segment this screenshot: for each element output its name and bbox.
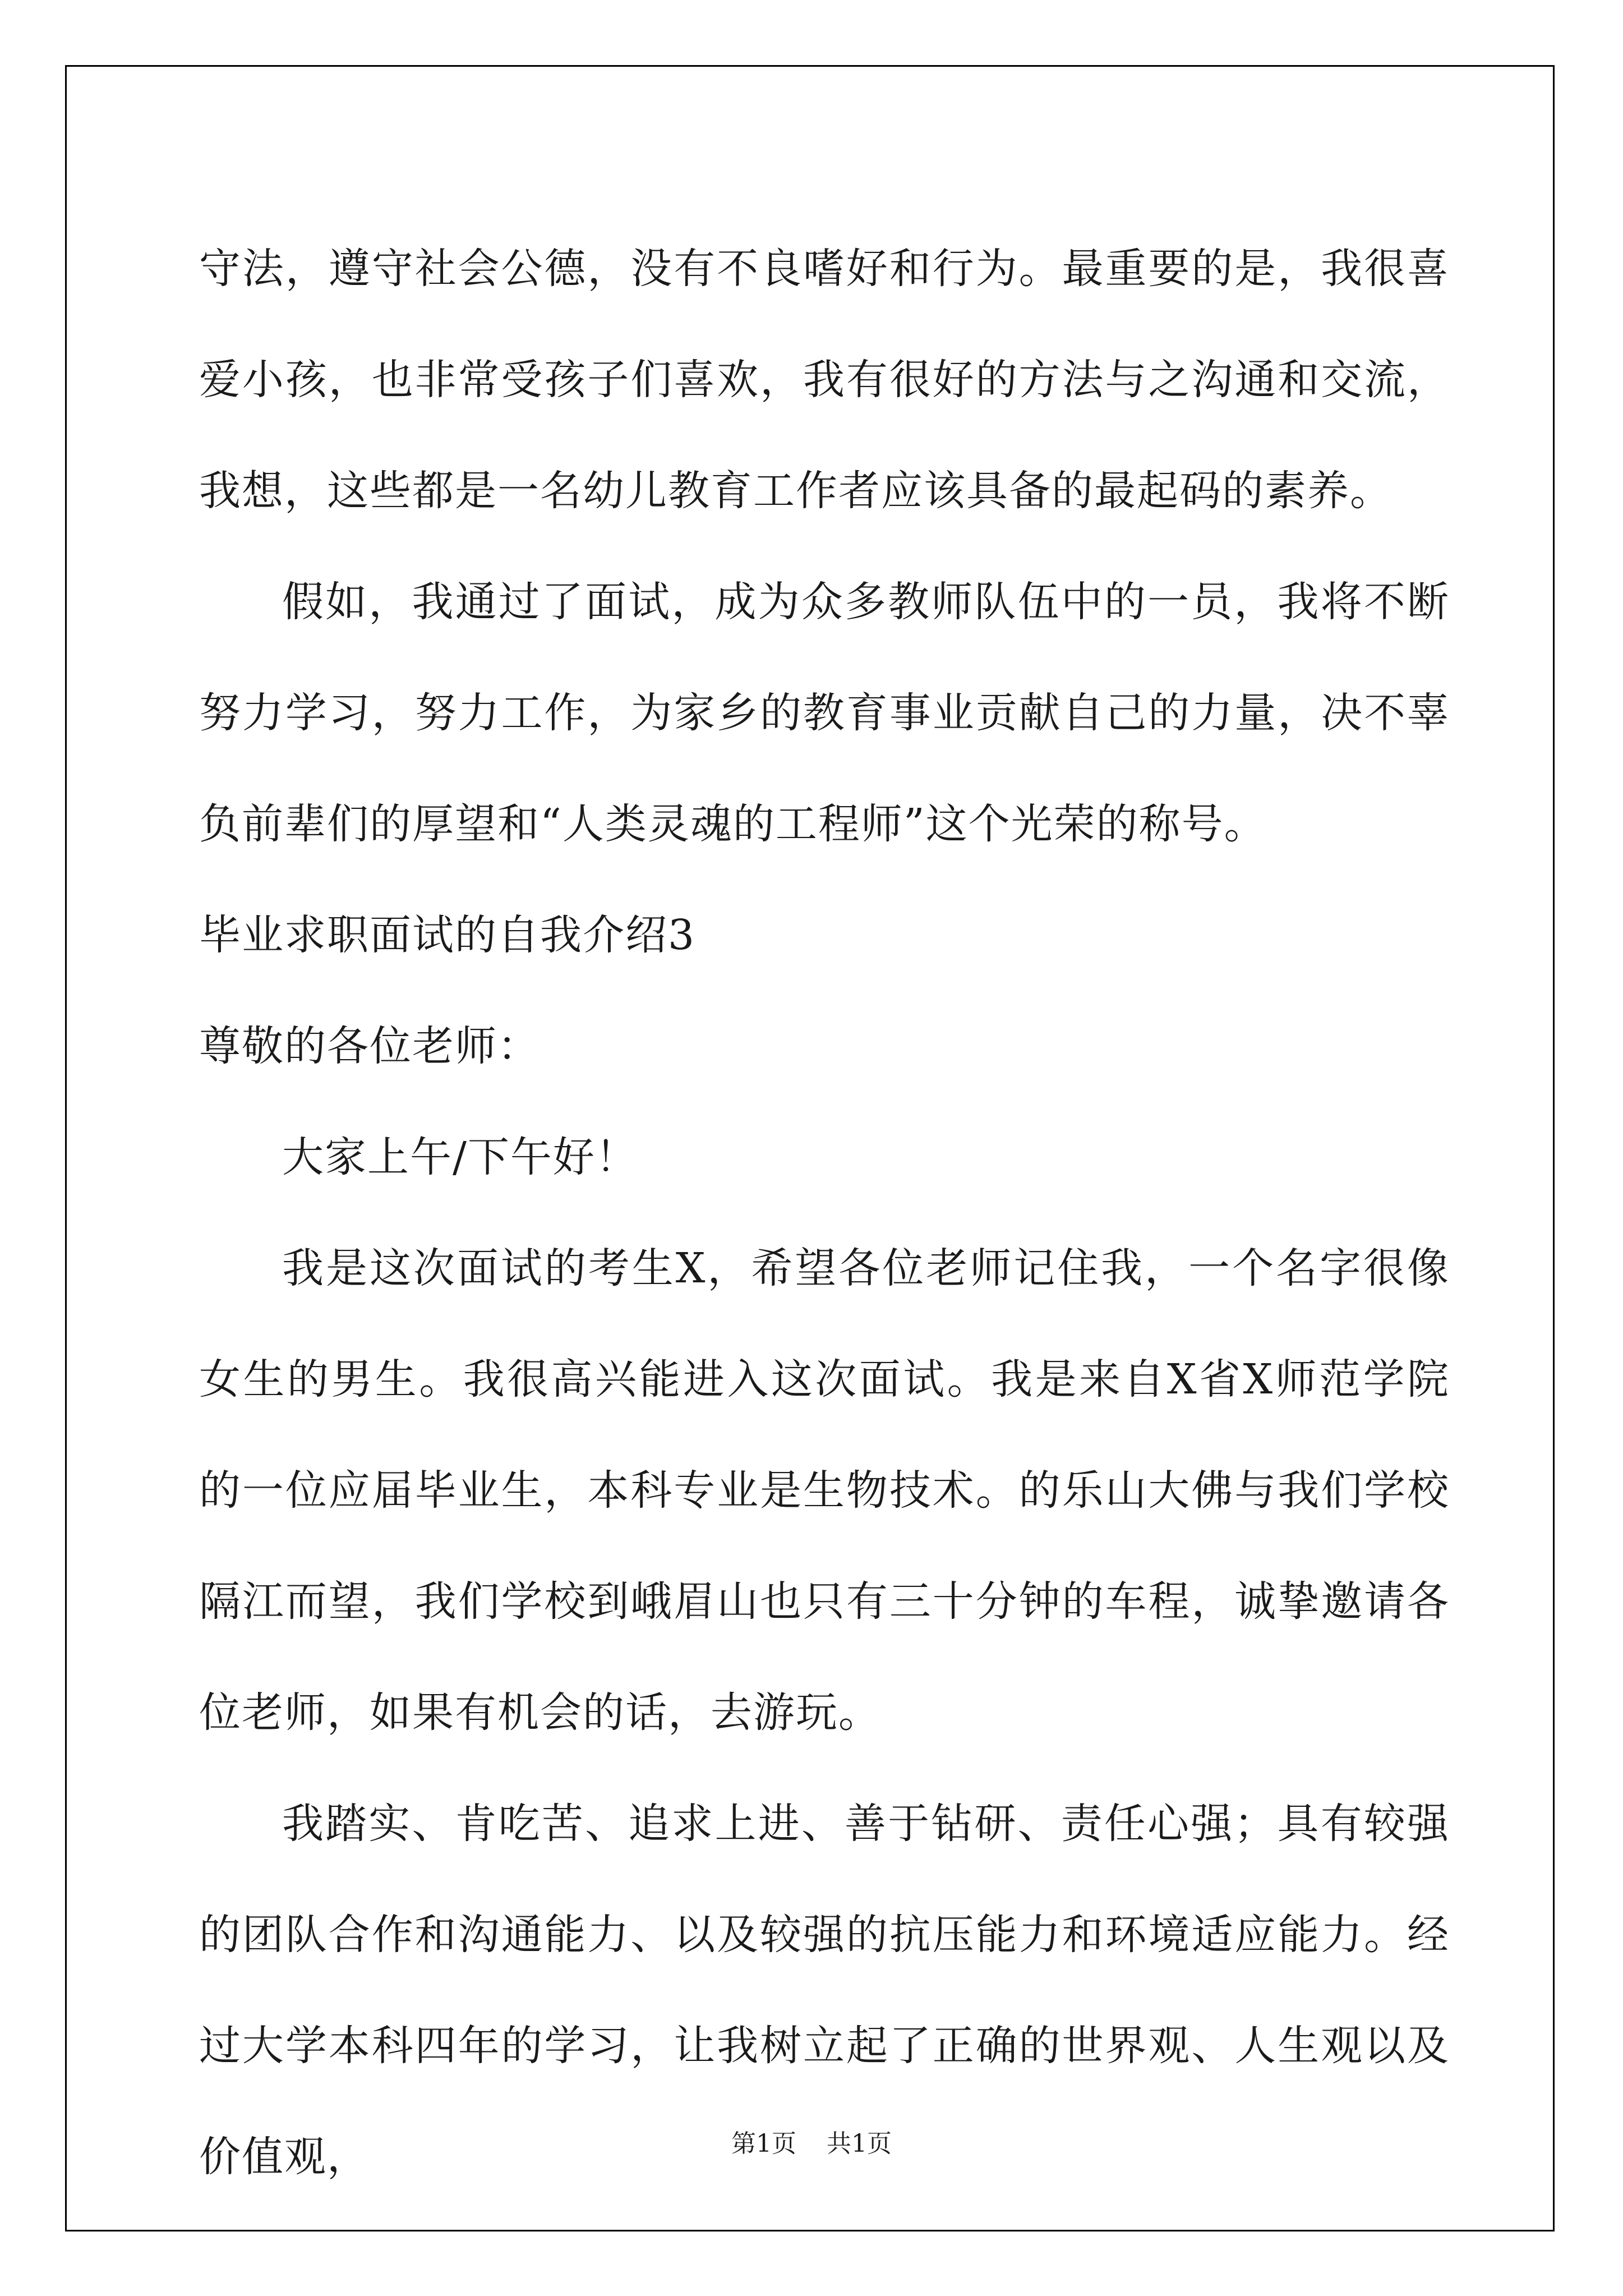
greeting: 大家上午/下午好！	[282, 1133, 638, 1181]
paragraph-2: 假如，我通过了面试，成为众多教师队伍中的一员，我将不断努力学习，努力工作，为家乡的教育事业贡献自己的力量，决不辜负前辈们的厚望和“人类灵魂的工程师”这个光荣的称号。	[199, 578, 1450, 848]
paragraph-1: 守法，遵守社会公德，没有不良嗜好和行为。最重要的是，我很喜爱小孩，也非常受孩子们喜欢，我有很好的方法与之沟通和交流，我想，这些都是一名幼儿教育工作者应该具备的最起码的素养。	[199, 245, 1450, 515]
section-heading: 毕业求职面试的自我介绍3	[199, 911, 696, 959]
total-pages: 共1页	[827, 2129, 892, 2158]
salutation: 尊敬的各位老师：	[199, 1022, 540, 1070]
page-footer	[0, 2123, 1623, 2159]
page-number: 第1页	[731, 2129, 796, 2158]
paragraph-introduction: 我是这次面试的考生X，希望各位老师记住我，一个名字很像女生的男生。我很高兴能进入这次面试。我是来自X省X师范学院的一位应届毕业生，本科专业是生物技术。的乐山大佛与我们学校隔江而望，我们学校到峨眉山也只有三十分钟的车程，诚挚邀请各位老师，如果有机会的话，去游玩。	[199, 1244, 1450, 1737]
paragraph-qualities: 我踏实、肯吃苦、追求上进、善于钻研、责任心强；具有较强的团队合作和沟通能力、以及较强的抗压能力和环境适应能力。经过大学本科四年的学习，让我树立起了正确的世界观、人生观以及价值观，	[199, 1800, 1450, 2181]
document-body	[199, 213, 1450, 2212]
